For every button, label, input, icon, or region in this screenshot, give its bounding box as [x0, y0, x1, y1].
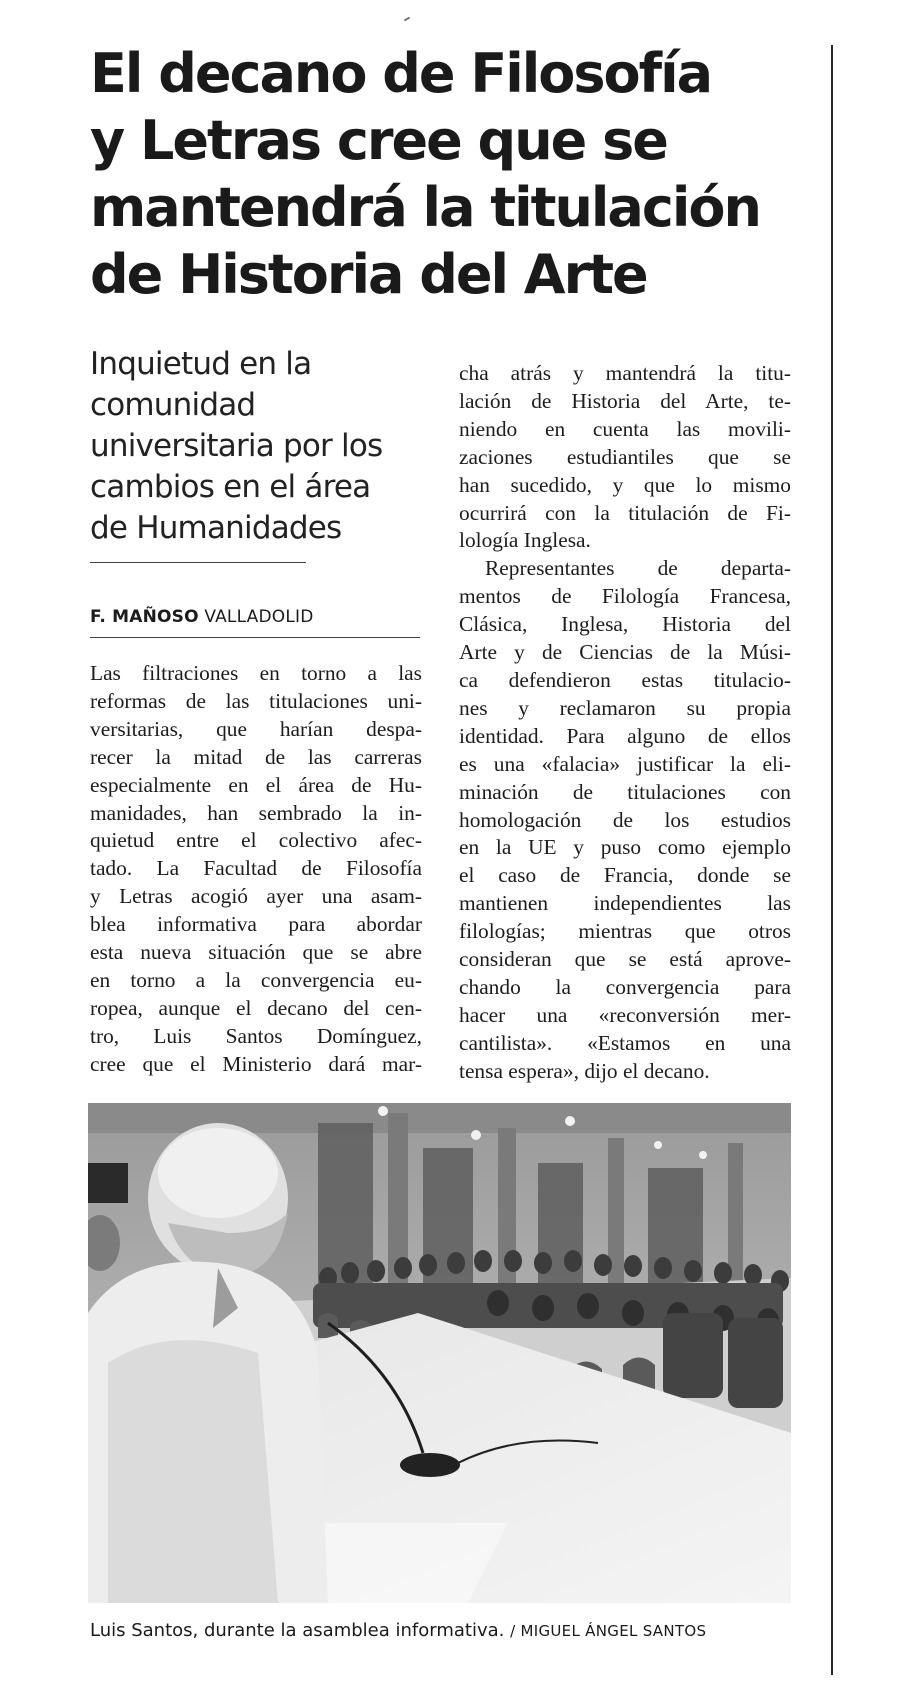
- text-line: homologación de los estudios: [459, 807, 791, 832]
- text-line: versitarias, que harían despa-: [90, 716, 422, 741]
- text-line: chando la convergencia para: [459, 974, 791, 999]
- text-line: lología Inglesa.: [459, 528, 591, 553]
- text-line: en torno a la convergencia eu-: [90, 967, 422, 992]
- headline-line: y Letras cree que se: [90, 109, 667, 172]
- text-line: nes y reclamaron su propia: [459, 695, 791, 720]
- text-line: cha atrás y mantendrá la titu-: [459, 361, 791, 385]
- text-line: tro, Luis Santos Domínguez,: [90, 1023, 422, 1048]
- article-column-1: [90, 660, 422, 1079]
- text-line: el caso de Francia, donde se: [459, 863, 791, 888]
- text-line: tado. La Facultad de Filosofía: [90, 856, 422, 881]
- article-column-2: [459, 360, 791, 1086]
- text-line: ca defendieron estas titulacio-: [459, 667, 791, 692]
- text-line: Representantes de departa-: [485, 556, 791, 581]
- headline-line: mantendrá la titulación: [90, 176, 760, 239]
- news-photo: [88, 1103, 791, 1603]
- byline-author: F. MAÑOSO: [90, 607, 199, 627]
- subtitle: [90, 344, 435, 549]
- text-line: es una «falacia» justificar la eli-: [459, 751, 791, 776]
- column-divider-rule: [831, 45, 833, 1675]
- text-line: esta nueva situación que se abre: [90, 940, 422, 965]
- text-line: y Letras acogió ayer una asam-: [90, 884, 422, 909]
- headline: [90, 40, 810, 308]
- text-line: blea informativa para abordar: [90, 912, 422, 937]
- text-line: zaciones estudiantiles que se: [459, 444, 791, 469]
- photo-credit: / MIGUEL ÁNGEL SANTOS: [510, 1622, 707, 1640]
- text-line: recer la mitad de las carreras: [90, 744, 422, 769]
- subtitle-rule: [90, 562, 306, 563]
- headline-line: de Historia del Arte: [90, 243, 647, 306]
- subtitle-line: de Humanidades: [90, 510, 342, 546]
- text-line: han sucedido, y que lo mismo: [459, 472, 791, 497]
- text-line: Las filtraciones en torno a las: [90, 661, 422, 685]
- text-line: consideran que se está aprove-: [459, 947, 791, 972]
- text-line: identidad. Para alguno de ellos: [459, 723, 791, 748]
- text-line: quietud entre el colectivo afec-: [90, 828, 422, 853]
- text-line: Clásica, Inglesa, Historia del: [459, 612, 791, 637]
- subtitle-line: Inquietud en la: [90, 346, 312, 382]
- subtitle-line: comunidad: [90, 387, 256, 423]
- text-line: lación de Historia del Arte, te-: [459, 388, 791, 413]
- caption-text: Luis Santos, durante la asamblea informativa.: [90, 1620, 505, 1641]
- subtitle-line: universitaria por los: [90, 428, 383, 464]
- text-line: minación de titulaciones con: [459, 779, 791, 804]
- text-line: especialmente en el área de Hu-: [90, 772, 422, 797]
- text-line: niendo en cuenta las movili-: [459, 416, 791, 441]
- byline: [90, 607, 420, 627]
- scan-mark: [404, 17, 410, 22]
- headline-line: El decano de Filosofía: [90, 42, 712, 105]
- byline-location: VALLADOLID: [204, 607, 314, 627]
- byline-rule: [90, 637, 420, 638]
- text-line: mentos de Filología Francesa,: [459, 584, 791, 609]
- text-line: cantilista». «Estamos en una: [459, 1030, 791, 1055]
- text-line: reformas de las titulaciones uni-: [90, 688, 422, 713]
- photo-caption: [90, 1620, 810, 1641]
- text-line: cree que el Ministerio dará mar-: [90, 1051, 422, 1076]
- subtitle-line: cambios en el área: [90, 469, 371, 505]
- text-line: Arte y de Ciencias de la Músi-: [459, 640, 791, 665]
- text-line: filologías; mientras que otros: [459, 919, 791, 944]
- text-line: ocurrirá con la titulación de Fi-: [459, 500, 791, 525]
- text-line: ropea, aunque el decano del cen-: [90, 995, 422, 1020]
- text-line: hacer una «reconversión mer-: [459, 1002, 791, 1027]
- text-line: tensa espera», dijo el decano.: [459, 1058, 710, 1083]
- text-line: mantienen independientes las: [459, 891, 791, 916]
- text-line: en la UE y puso como ejemplo: [459, 835, 791, 860]
- text-line: manidades, han sembrado la in-: [90, 800, 422, 825]
